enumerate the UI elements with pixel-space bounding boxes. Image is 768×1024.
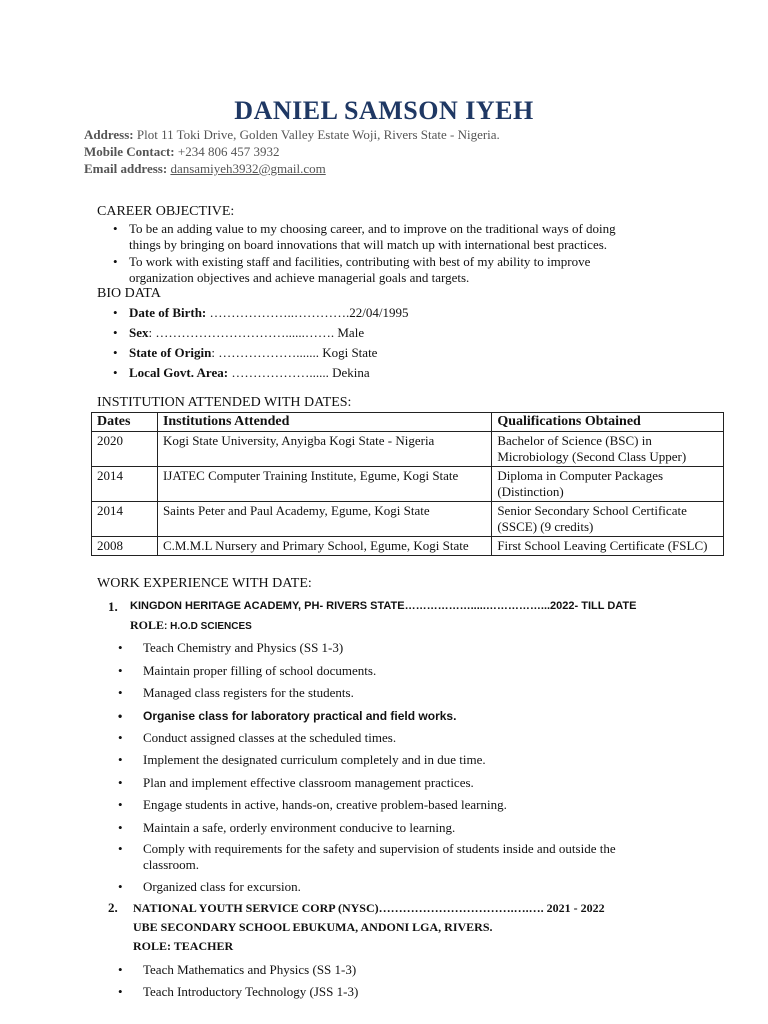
cell-date: 2014 [92,502,158,537]
mobile-label: Mobile Contact: [84,144,175,159]
bio-item-sex: • Sex: …………………………......……. Male [113,325,365,340]
cell-date: 2008 [92,537,158,556]
list-item: • Managed class registers for the students. [118,685,354,700]
list-item: • Organized class for excursion. [118,879,301,894]
cell-qualification: Bachelor of Science (BSC) in Microbiology (Second Class Upper) [492,432,724,467]
bullet-icon: • [113,325,118,340]
job-role: ROLE: H.O.D SCIENCES [130,618,252,632]
table-header-row [92,413,724,432]
list-item: • Engage students in active, hands-on, creative problem-based learning. [118,797,507,812]
cell-date: 2020 [92,432,158,467]
bullet-icon: • [118,841,123,856]
bullet-icon: • [118,685,123,700]
cell-qualification: Diploma in Computer Packages (Distinction) [492,467,724,502]
address-label: Address: [84,127,134,142]
list-item: • Teach Chemistry and Physics (SS 1-3) [118,640,344,655]
bio-item-lga: • Local Govt. Area: ………………...... Dekina [113,365,370,380]
job-title: NATIONAL YOUTH SERVICE CORP (NYSC)…………………………….….…. 2021 - 2022 [133,901,605,915]
bullet-icon: • [113,254,118,269]
email-label: Email address: [84,161,168,176]
cell-institution: IJATEC Computer Training Institute, Egume, Kogi State [157,467,491,502]
bullet-icon: • [118,820,123,835]
table-row [92,467,724,502]
list-item: • Teach Introductory Technology (JSS 1-3) [118,984,359,999]
job-number: 1. [108,599,118,614]
bullet-icon: • [113,345,118,360]
career-objective-list [105,221,650,286]
email-link[interactable]: dansamiyeh3932@gmail.com [170,161,326,176]
bullet-icon: • [118,730,123,745]
list-item: • Maintain proper filling of school documents. [118,663,377,678]
cell-qualification: First School Leaving Certificate (FSLC) [492,537,724,556]
mobile-value: +234 806 457 3932 [177,144,280,159]
career-objective-heading: CAREER OBJECTIVE: [97,204,235,219]
bullet-icon: • [113,305,118,320]
cell-institution: C.M.M.L Nursery and Primary School, Egume, Kogi State [157,537,491,556]
job-title: KINGDON HERITAGE ACADEMY, PH- RIVERS STATE……………….....……………...2022- TILL DATE [130,600,637,612]
bio-data-list [105,305,505,385]
list-item: • Implement the designated curriculum completely and in due time. [118,752,486,767]
column-header-dates: Dates [92,413,158,432]
job-number: 2. [108,900,118,915]
cell-institution: Kogi State University, Anyigba Kogi State - Nigeria [157,432,491,467]
bullet-icon: • [118,797,123,812]
bullet-icon: • [113,365,118,380]
bullet-icon: • [118,663,123,678]
institutions-heading: INSTITUTION ATTENDED WITH DATES: [97,395,352,410]
candidate-name: DANIEL SAMSON IYEH [234,96,534,125]
bullet-icon: • [113,221,118,236]
cell-qualification: Senior Secondary School Certificate (SSCE) (9 credits) [492,502,724,537]
column-header-institutions: Institutions Attended [157,413,491,432]
bio-item-state: • State of Origin: ………………....... Kogi State [113,345,378,360]
bio-item-dob: • Date of Birth: ………………..………….22/04/1995 [113,305,409,320]
table-row [92,432,724,467]
cell-date: 2014 [92,467,158,502]
bullet-icon: • [118,775,123,790]
mobile-line [84,143,279,161]
bullet-icon: • [118,879,123,894]
table-row [92,537,724,556]
bullet-icon: • [118,752,123,767]
bullet-icon: • [118,962,123,977]
list-item: • Comply with requirements for the safety and supervision of students inside and outside the classroom. [118,841,616,872]
cell-institution: Saints Peter and Paul Academy, Egume, Kogi State [157,502,491,537]
bullet-icon: • [118,984,123,999]
list-item: • Plan and implement effective classroom management practices. [118,775,474,790]
address-line [84,126,500,144]
job-role: ROLE: TEACHER [133,939,234,953]
list-item: • To work with existing staff and facilities, contributing with best of my ability to improve organization objectives and achieve managerial goals and targets. [113,254,591,285]
email-line [84,160,326,178]
list-item: • To be an adding value to my choosing career, and to improve on the traditional ways of doing things by bringing on board innovations that will match up with international best practices. [113,221,616,252]
bullet-icon: • [118,640,123,655]
work-experience-heading: WORK EXPERIENCE WITH DATE: [97,576,312,591]
job-school: UBE SECONDARY SCHOOL EBUKUMA, ANDONI LGA, RIVERS. [133,920,493,934]
column-header-qualifications: Qualifications Obtained [492,413,724,432]
list-item: • Teach Mathematics and Physics (SS 1-3) [118,962,357,977]
bio-data-heading: BIO DATA [97,286,161,301]
address-value: Plot 11 Toki Drive, Golden Valley Estate Woji, Rivers State - Nigeria. [136,127,500,142]
list-item: • Conduct assigned classes at the scheduled times. [118,730,397,745]
bullet-icon: • [118,709,123,723]
table-row [92,502,724,537]
list-item: • Maintain a safe, orderly environment conducive to learning. [118,820,456,835]
institutions-table [91,412,724,556]
list-item: • Organise class for laboratory practical and field works. [118,709,457,723]
